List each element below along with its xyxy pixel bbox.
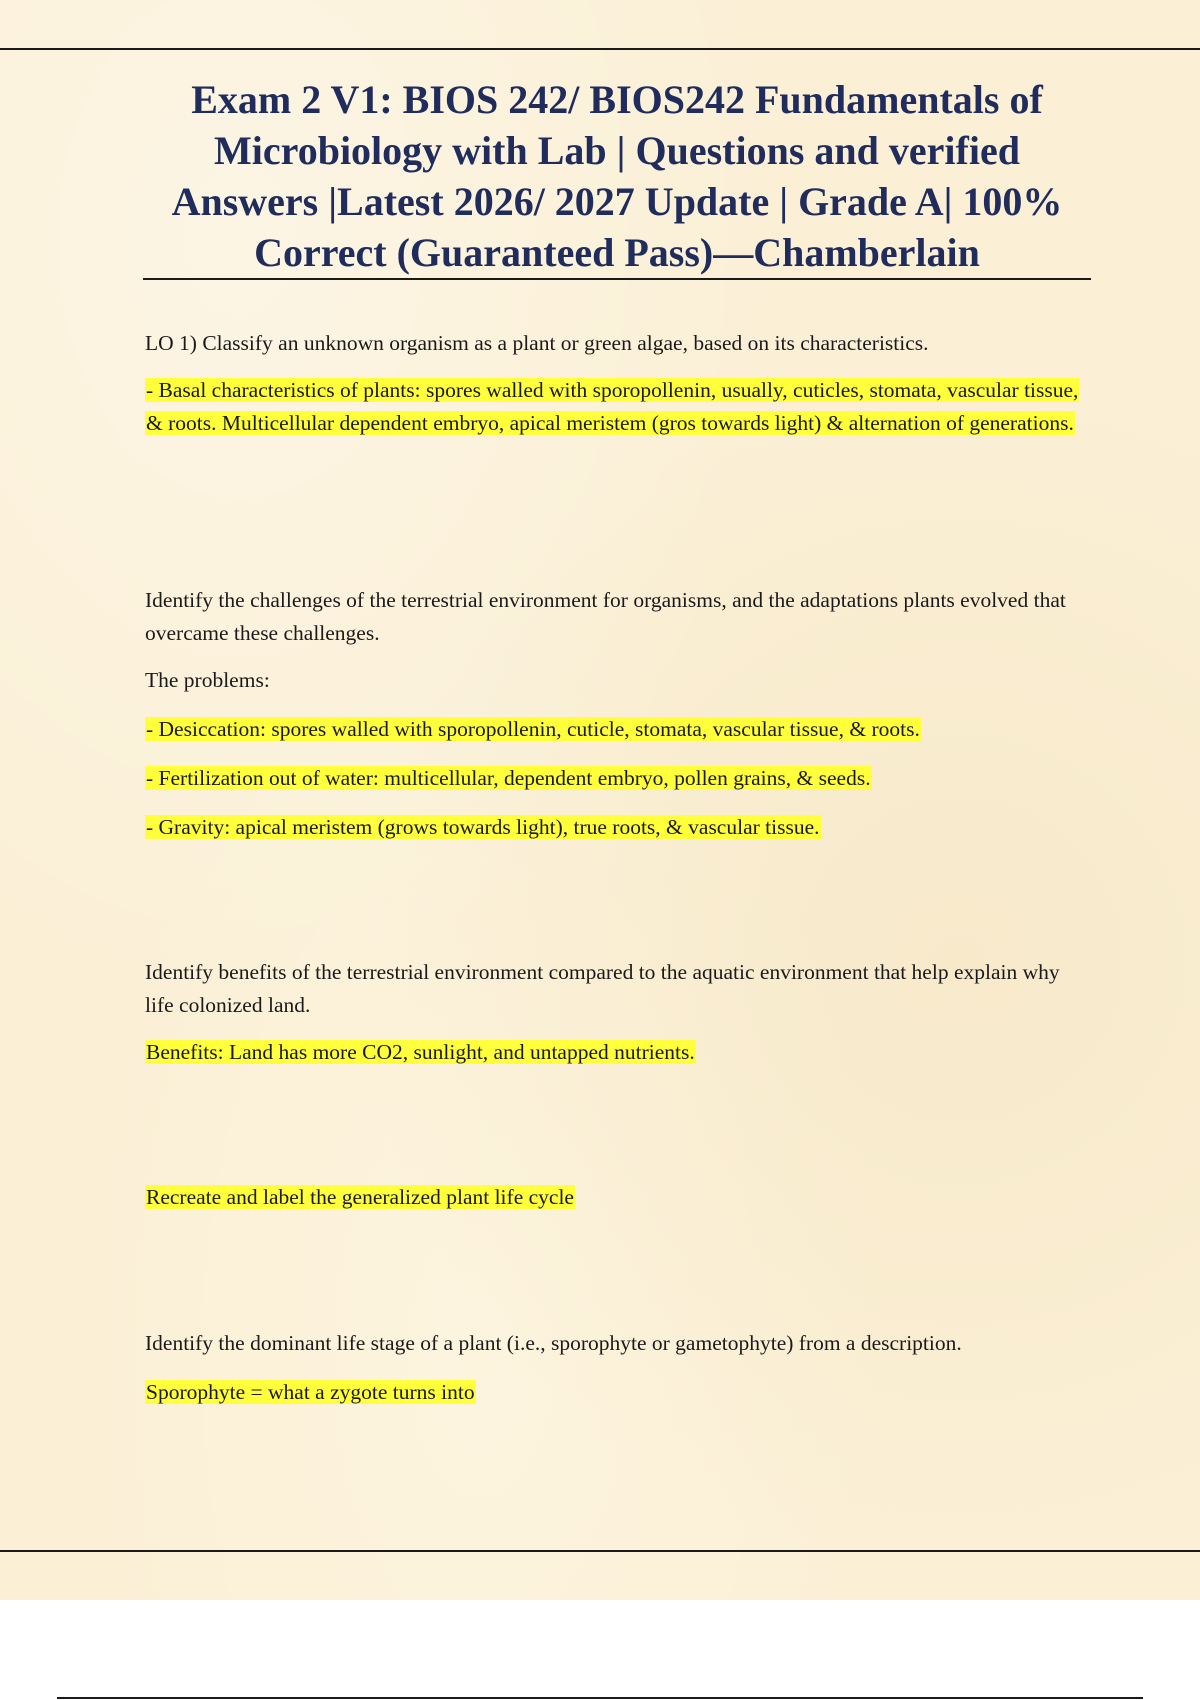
- answer-lo1: [145, 374, 1085, 439]
- answer-sporophyte: [145, 1376, 1085, 1409]
- bottom-rule: [0, 1550, 1200, 1552]
- footer-rule: [57, 1697, 1143, 1699]
- answer-sporophyte-highlight: Sporophyte = what a zygote turns into: [146, 1380, 475, 1404]
- answer-desiccation: [145, 713, 1085, 746]
- prompt-plant-life-cycle-highlight: Recreate and label the generalized plant life cycle: [146, 1185, 574, 1209]
- prompt-plant-life-cycle: [145, 1181, 1085, 1214]
- question-terrestrial-benefits: Identify benefits of the terrestrial environment compared to the aquatic environment that help explain why life colonized land.: [145, 960, 1060, 1017]
- document-title: Exam 2 V1: BIOS 242/ BIOS242 Fundamentals of Microbiology with Lab | Questions and verified Answers |Latest 2026/ 2027 Update | Grade A| 100% Correct (Guaranteed Pass)—Chamberlain: [171, 77, 1063, 275]
- answer-fertilization: [145, 762, 1085, 795]
- problems-intro: The problems:: [145, 668, 270, 692]
- question-dominant-life-stage: Identify the dominant life stage of a plant (i.e., sporophyte or gametophyte) from a description.: [145, 1331, 962, 1355]
- answer-gravity-highlight: - Gravity: apical meristem (grows towards light), true roots, & vascular tissue.: [146, 815, 820, 839]
- answer-benefits: [145, 1036, 1085, 1069]
- title-underline: [143, 278, 1091, 280]
- answer-gravity: [145, 811, 1085, 844]
- answer-fertilization-highlight: - Fertilization out of water: multicellular, dependent embryo, pollen grains, & seeds.: [146, 766, 871, 790]
- answer-lo1-highlight: - Basal characteristics of plants: spores walled with sporopollenin, usually, cuticles, stomata, vascular tissue, & roots. Multicellular dependent embryo, apical meristem (gros towards light) & alternation of generations.: [146, 378, 1079, 435]
- answer-benefits-highlight: Benefits: Land has more CO2, sunlight, and untapped nutrients.: [146, 1040, 695, 1064]
- top-rule: [0, 48, 1200, 50]
- question-lo1: LO 1) Classify an unknown organism as a plant or green algae, based on its characteristics.: [145, 331, 929, 355]
- question-terrestrial-challenges: Identify the challenges of the terrestrial environment for organisms, and the adaptations plants evolved that overcame these challenges.: [145, 588, 1066, 645]
- answer-desiccation-highlight: - Desiccation: spores walled with sporopollenin, cuticle, stomata, vascular tissue, & roots.: [146, 717, 920, 741]
